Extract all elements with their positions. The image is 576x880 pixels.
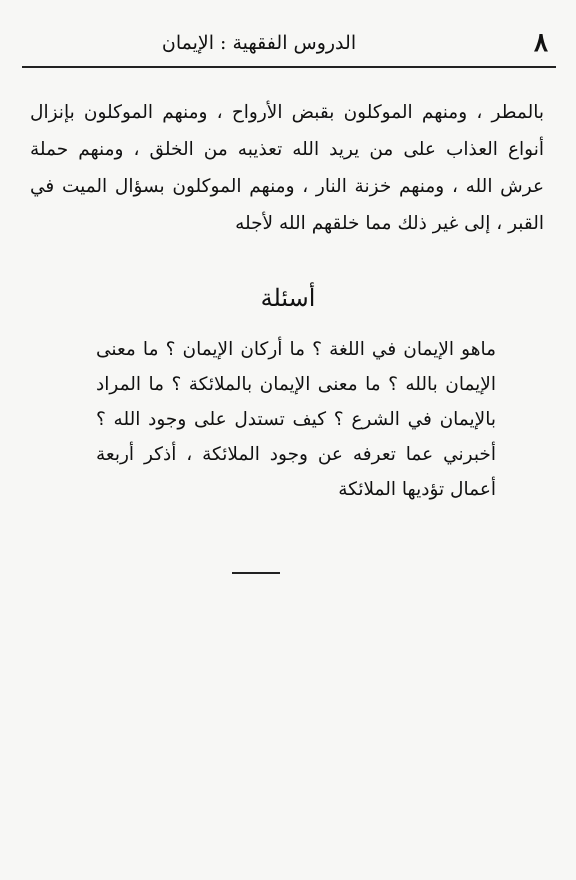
questions-text: ماهو الإيمان في اللغة ؟ ما أركان الإيمان ؟ ما معنى الإيمان بالله ؟ ما معنى الإيمان بالملائكة ؟ ما المراد بالإيمان في الشرع ؟ كيف تستدل على وجود الله ؟ أخبرني عما تعرفه عن وجود الملائكة ، أذكر أربعة أعمال تؤديها الملائكة xyxy=(96,339,496,500)
section-end-rule xyxy=(232,572,280,574)
header-rule xyxy=(22,66,556,68)
page-header xyxy=(22,26,556,62)
questions-heading: أسئلة xyxy=(260,284,316,312)
body-paragraph: بالمطر ، ومنهم الموكلون بقبض الأرواح ، ومنهم الموكلون بإنزال أنواع العذاب على من يريد الله تعذيبه من الخلق ، ومنهم حملة عرش الله ، ومنهم خزنة النار ، ومنهم الموكلون بسؤال الميت في القبر ، إلى غير ذلك مما خلقهم الله لأجله xyxy=(30,102,544,234)
body-paragraph-block xyxy=(30,94,544,242)
running-title: الدروس الفقهية : الإيمان xyxy=(161,32,357,54)
questions-block xyxy=(96,332,496,507)
page-number: ٨ xyxy=(534,28,548,58)
